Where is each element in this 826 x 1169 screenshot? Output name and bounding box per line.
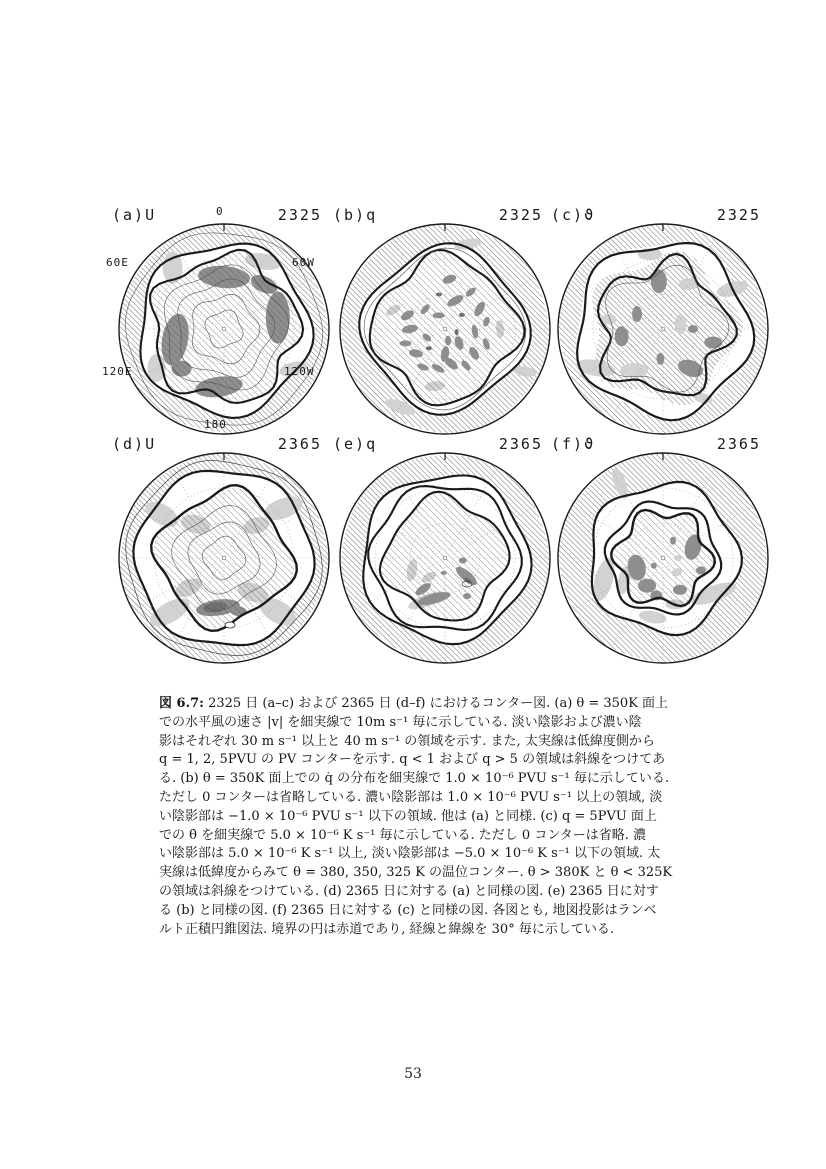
panel-day-b: 2325 xyxy=(498,206,543,224)
caption-line: い陰影部は −1.0 × 10⁻⁶ PVU s⁻¹ 以下の領域. 他は (a) と同様. (c) q = 5PVU 面上 xyxy=(159,808,657,824)
contour-plot-f xyxy=(555,450,771,666)
panel-label-e: (e)q xyxy=(333,435,378,453)
caption-figure-number: 図 6.7: xyxy=(159,696,204,711)
caption-line: 図 6.7: 2325 日 (a–c) および 2365 日 (d–f) におけるコンター図. (a) θ = 350K 面上 xyxy=(159,696,669,711)
contour-plot-c xyxy=(555,221,771,437)
panel-day-a: 2325 xyxy=(277,206,322,224)
lon-label-180: 180 xyxy=(204,418,227,431)
caption-line: での θ̇ を細実線で 5.0 × 10⁻⁶ K s⁻¹ 毎に示している. ただし 0 コンターは省略. 濃 xyxy=(159,827,647,843)
contour-plot-d xyxy=(116,450,332,666)
panel-label-c: (c)ϑ xyxy=(551,206,596,224)
caption-line: の領域は斜線をつけている. (d) 2365 日に対する (a) と同様の図. (e) 2365 日に対す xyxy=(159,883,659,899)
caption-line: q = 1, 2, 5PVU の PV コンターを示す. q < 1 および q > 5 の領域は斜線をつけてあ xyxy=(159,752,666,768)
contour-plot-b xyxy=(337,221,553,437)
panel-day-e: 2365 xyxy=(498,435,543,453)
caption-line: 影はそれぞれ 30 m s⁻¹ 以上と 40 m s⁻¹ の領域を示す. また, 太実線は低緯度側から xyxy=(159,733,655,749)
figure-caption xyxy=(159,695,699,939)
caption-line: る (b) と同様の図. (f) 2365 日に対する (c) と同様の図. 各図とも, 地図投影はランベ xyxy=(159,902,657,918)
lon-label-120e: 120E xyxy=(102,365,133,378)
caption-line: ルト正積円錐図法. 境界の円は赤道であり, 経線と緯線を 30° 毎に示している. xyxy=(159,921,614,937)
caption-line: ただし 0 コンターは省略している. 濃い陰影部は 1.0 × 10⁻⁶ PVU s⁻¹ 以上の領域, 淡 xyxy=(159,789,663,805)
panel-day-c: 2325 xyxy=(716,206,761,224)
lon-label-60e: 60E xyxy=(106,256,129,269)
caption-line: での水平風の速さ |v| を細実線で 10m s⁻¹ 毎に示している. 淡い陰影および濃い陰 xyxy=(159,714,642,730)
panel-day-d: 2365 xyxy=(277,435,322,453)
caption-line: 実線は低緯度からみて θ = 380, 350, 325 K の温位コンター. θ > 380K と θ < 325K xyxy=(159,865,673,881)
panel-label-a: (a)U xyxy=(112,206,157,224)
panel-label-b: (b)q xyxy=(333,206,378,224)
contour-plot-e xyxy=(337,450,553,666)
caption-line: い陰影部は 5.0 × 10⁻⁶ K s⁻¹ 以上, 淡い陰影部は −5.0 × 10⁻⁶ K s⁻¹ 以下の領域. 太 xyxy=(159,846,661,862)
panel-day-f: 2365 xyxy=(716,435,761,453)
lon-label-0: 0 xyxy=(216,205,224,218)
contour-plot-a xyxy=(116,221,332,437)
page-number: 53 xyxy=(404,1066,422,1082)
lon-label-120w: 120W xyxy=(284,365,315,378)
panel-label-d: (d)U xyxy=(112,435,157,453)
panel-label-f: (f)ϑ xyxy=(551,435,596,453)
lon-label-60w: 60W xyxy=(292,256,315,269)
caption-line: る. (b) θ = 350K 面上での q̇ の分布を細実線で 1.0 × 10⁻⁶ PVU s⁻¹ 毎に示している. xyxy=(159,771,670,787)
